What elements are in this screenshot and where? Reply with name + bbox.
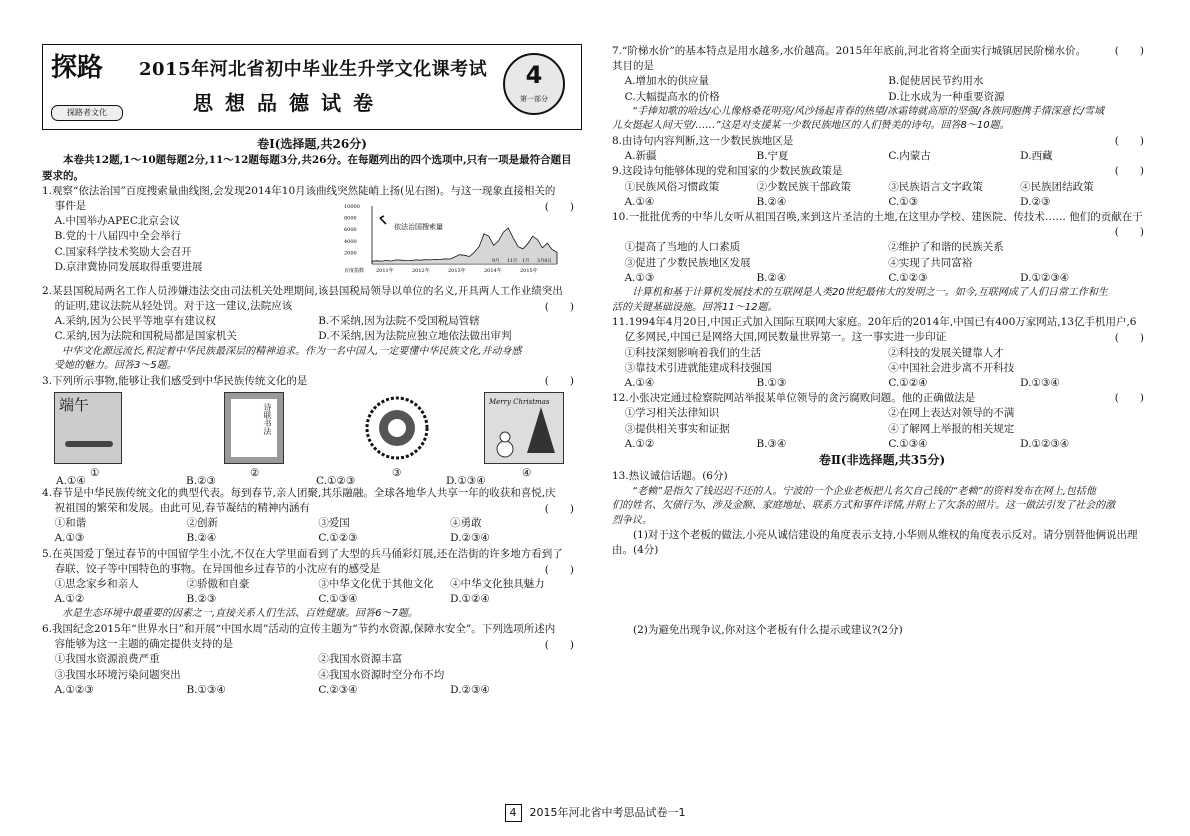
q6-option-a: A.①②③ xyxy=(54,683,94,696)
footer-page-number: 4 xyxy=(505,804,522,822)
exam-title: 2015年河北省初中毕业生升学文化课考试 xyxy=(139,59,488,80)
q3-option-d: D.①③④ xyxy=(446,474,486,487)
q6-stem: 6.我国纪念2015年“世界水日”和开展“中国水周”活动的宣传主题为“节约水资源,保障水安全”。下列选项所述内 xyxy=(42,622,556,635)
q1-option-a: A.中国举办APEC北京会议 xyxy=(54,215,180,228)
q3-stem: 3.下列所示事物,能够让我们感受到中华民族传统文化的是 xyxy=(42,374,308,387)
q11-stem-2: 亿多网民,中国已是网络大国,网民数量世界第一。这一事实进一步印证 xyxy=(624,331,947,344)
q7-option-c: C.大幅提高水的价格 xyxy=(624,90,720,103)
q10-statements-row1 xyxy=(612,240,1152,255)
part1-instructions: 本卷共12题,1～10题每题2分,11～12题每题3分,共26分。在每题列出的四个选项中,只有一项是最符合题目要求的。 xyxy=(42,154,572,182)
chart-y-ticks xyxy=(344,204,360,256)
publisher-logo xyxy=(51,51,107,121)
passage-4: 计算机和基于计算机发展技术的互联网是人类20世纪最伟大的发明之一。如今,互联网成了人们日常工作和生 xyxy=(632,287,1108,299)
chart-xtick-extra-label: 9月 xyxy=(492,258,500,264)
footer-text: 2015年河北省中考思品试卷一1 xyxy=(529,806,686,819)
q11-stem: 11.1994年4月20日,中国正式加入国际互联网大家庭。20年后的2014年,中国已有400万家网站,13亿手机用户,6 xyxy=(612,316,1137,329)
question-6 xyxy=(42,622,582,698)
q5-answer-paren: ( ) xyxy=(544,563,574,576)
q13-subquestion-1: (1)对于这个老板的做法,小亮从诚信建设的角度表示支持,小华则从维权的角度表示反对。请分别替他俩说出理 xyxy=(633,529,1138,542)
q7-answer-paren: ( ) xyxy=(1114,45,1144,57)
chart-ytick-label: 4000 xyxy=(344,238,357,245)
question-3 xyxy=(42,374,582,486)
chart-ytick-label: 6000 xyxy=(344,227,357,234)
q8-answer-paren: ( ) xyxy=(1114,134,1144,147)
q6-option-d: D.②③④ xyxy=(450,683,490,696)
q9-options xyxy=(612,195,1152,210)
q8-option-d: D.西藏 xyxy=(1020,150,1053,163)
q5-statement-4: ④中华文化独具魅力 xyxy=(450,578,545,591)
chart-xtick-label: 2015年 xyxy=(520,267,538,274)
chart-xtick-label: 2014年 xyxy=(484,267,502,274)
q2-option-a: A.采纳,因为公民平等地享有建议权 xyxy=(54,315,216,328)
q7-option-b: B.促使居民节约用水 xyxy=(888,75,984,88)
chart-legend xyxy=(380,216,443,231)
passage-4-cont: 活的关键基础设施。回答11～12题。 xyxy=(612,301,778,313)
chart-xtick-extra-label: 11月 xyxy=(507,258,518,264)
q10-stem: 10.一批批优秀的中华儿女听从祖国召唤,来到这片圣洁的土地,在这里办学校、建医院、传技术…… 他们的贡献在于 xyxy=(612,210,1143,223)
q4-statement-3: ③爱国 xyxy=(318,517,350,530)
left-column xyxy=(42,136,582,698)
q1-stem: 1.观察“依法治国”百度搜索量曲线图,会发现2014年10月该曲线突然陡峭上扬(见右图)。与这一现象直接相关的 xyxy=(42,184,556,197)
q6-option-c: C.②③④ xyxy=(318,683,358,696)
image-label-4: ④ xyxy=(522,466,532,479)
q9-statements xyxy=(612,180,1152,195)
q11-option-c: C.①②④ xyxy=(888,376,928,389)
q9-statement-1: ①民族风俗习惯政策 xyxy=(624,180,720,193)
q7-option-a: A.增加水的供应量 xyxy=(624,75,710,88)
q9-option-d: D.②③ xyxy=(1020,195,1051,208)
search-volume-chart xyxy=(342,200,562,276)
q7-options-row2 xyxy=(612,90,1152,105)
q12-statements-row2 xyxy=(612,422,1152,437)
q11-option-a: A.①④ xyxy=(624,376,655,389)
q3-option-b: B.②③ xyxy=(186,474,216,487)
chart-xtick-label: 2013年 xyxy=(448,267,466,274)
image-papercut xyxy=(364,392,430,464)
q12-statement-4: ④了解网上举报的相关规定 xyxy=(888,422,1015,435)
q11-statement-3: ③靠技术引进就能建成科技强国 xyxy=(624,361,772,374)
chart-ytick-label: 10000 xyxy=(344,203,360,210)
q6-statement-4: ④我国水资源时空分布不均 xyxy=(318,668,445,681)
q5-statement-1: ①思念家乡和亲人 xyxy=(54,578,139,591)
q12-statement-1: ①学习相关法律知识 xyxy=(624,407,720,420)
q9-stem: 9.这段诗句能够体现的党和国家的少数民族政策是 xyxy=(612,165,843,178)
q11-statement-2: ②科技的发展关键靠人才 xyxy=(888,346,1004,359)
badge-number: 4 xyxy=(525,61,543,89)
q2-option-c: C.采纳,因为法院和国税局都是国家机关 xyxy=(54,330,237,343)
image-label-3: ③ xyxy=(392,466,402,479)
chart-xtick-extra-label: 3月8日 xyxy=(537,258,552,264)
q6-option-b: B.①③④ xyxy=(186,683,226,696)
q5-option-d: D.①②④ xyxy=(450,593,490,606)
q9-option-b: B.②④ xyxy=(756,195,787,208)
q10-answer-paren: ( ) xyxy=(1114,226,1144,239)
q4-statements xyxy=(42,516,582,531)
q2-stem-2: 的证明,建议法院从轻处罚。对于这一建议,法院应该 xyxy=(54,300,293,313)
q13-subquestion-1-cont: 由。(4分) xyxy=(612,544,659,557)
q5-option-c: C.①③④ xyxy=(318,593,358,606)
exam-header xyxy=(42,44,582,130)
q1-answer-paren: ( ) xyxy=(544,200,574,213)
image-4-text: Merry Christmas xyxy=(489,397,550,406)
image-dragon-boat xyxy=(54,392,122,464)
q2-option-d: D.不采纳,因为法院应独立地依法做出审判 xyxy=(318,330,512,343)
q5-statement-3: ③中华文化优于其他文化 xyxy=(318,578,434,591)
q12-options xyxy=(612,437,1152,452)
badge-label: 第一部分 xyxy=(520,95,548,103)
q7-options-row1 xyxy=(612,74,1152,89)
q12-option-d: D.①②③④ xyxy=(1020,437,1070,450)
q12-option-b: B.③④ xyxy=(756,437,787,450)
q10-options xyxy=(612,271,1152,286)
logo-mark: 探路 xyxy=(51,53,104,83)
q9-option-a: A.①④ xyxy=(624,195,655,208)
image-christmas xyxy=(484,392,564,464)
q4-option-b: B.②④ xyxy=(186,532,217,545)
q4-statement-2: ②创新 xyxy=(186,517,218,530)
q11-statements-row2 xyxy=(612,361,1152,376)
question-5 xyxy=(42,547,582,608)
chart-xtick-extra-label: 1月 xyxy=(522,258,530,264)
q10-statement-2: ②维护了和谐的民族关系 xyxy=(888,241,1004,254)
image-label-1: ① xyxy=(90,466,100,479)
question-13 xyxy=(612,469,1152,637)
q11-options xyxy=(612,376,1152,391)
q3-option-c: C.①②③ xyxy=(316,474,356,487)
q10-option-a: A.①③ xyxy=(624,271,655,284)
passage-3: “手捧知歌的哈达/心儿像格桑花明亮/风沙扬起青春的热望/冰霜铸就高原的坚强/各族同胞携手情深意长/雪域 xyxy=(632,105,1105,117)
q8-option-a: A.新疆 xyxy=(624,150,657,163)
q12-answer-paren: ( ) xyxy=(1114,392,1144,405)
q10-statement-4: ④实现了共同富裕 xyxy=(888,256,973,269)
q6-statement-3: ③我国水环境污染问题突出 xyxy=(54,668,181,681)
question-7 xyxy=(612,44,1152,105)
page-footer xyxy=(0,804,1190,822)
chart-ylabel: 百度指数 xyxy=(344,267,365,274)
chart-xtick-label: 2012年 xyxy=(412,267,430,274)
image-couplet xyxy=(224,392,284,464)
question-12 xyxy=(612,391,1152,452)
q10-statements-row2 xyxy=(612,256,1152,271)
q4-option-c: C.①②③ xyxy=(318,532,358,545)
q1-stem-2: 事件是 xyxy=(54,200,87,213)
q12-statements-row1 xyxy=(612,406,1152,421)
q10-option-c: C.①②③ xyxy=(888,271,928,284)
q12-option-c: C.①③④ xyxy=(888,437,928,450)
q12-statement-3: ③提供相关事实和证据 xyxy=(624,422,730,435)
q2-options-row1 xyxy=(42,314,582,329)
volume-badge xyxy=(503,53,565,115)
q9-answer-paren: ( ) xyxy=(1114,165,1144,178)
q4-option-d: D.②③④ xyxy=(450,532,490,545)
chart-ytick-label: 8000 xyxy=(344,215,357,222)
q11-statements-row1 xyxy=(612,346,1152,361)
q6-statements-row2 xyxy=(42,668,582,683)
part2-title: 卷Ⅱ(非选择题,共35分) xyxy=(818,453,946,468)
question-4 xyxy=(42,486,582,547)
passage-2: 水是生态环境中最重要的因素之一,直接关系人们生活、百姓健康。回答6～7题。 xyxy=(62,608,418,620)
q5-option-b: B.②③ xyxy=(186,593,217,606)
q6-answer-paren: ( ) xyxy=(544,638,574,651)
passage-1: 中华文化源远流长,积淀着中华民族最深层的精神追求。作为一名中国人,一定要懂中华民族文化,并动身感 xyxy=(62,345,522,357)
question-2 xyxy=(42,284,582,345)
q3-option-a: A.①④ xyxy=(56,474,86,487)
q11-answer-paren: ( ) xyxy=(1114,332,1144,345)
exam-subtitle: 思想品德试卷 xyxy=(193,91,385,115)
image-1-calligraphy: 端午 xyxy=(59,395,90,414)
question-1 xyxy=(42,184,582,284)
q12-stem: 12.小张决定通过检察院网站举报某单位领导的贪污腐败问题。他的正确做法是 xyxy=(612,392,976,405)
passage-1-cont: 受她的魅力。回答3～5题。 xyxy=(54,360,177,372)
q10-statement-1: ①提高了当地的人口素质 xyxy=(624,241,741,254)
q2-option-b: B.不采纳,因为法院不受国税局管辖 xyxy=(318,315,480,328)
q9-statement-2: ②少数民族干部政策 xyxy=(756,180,851,193)
q10-statement-3: ③促进了少数民族地区发展 xyxy=(624,256,751,269)
q2-stem: 2.某县国税局两名工作人员涉嫌违法交由司法机关处理期间,该县国税局领导以单位的名义,开具两人工作业绩突出 xyxy=(42,284,563,297)
q5-stem: 5.在英国爱丁堡过春节的中国留学生小沈,不仅在大学里面看到了大型的兵马俑彩灯展,还在浩街的许多地方看到了 xyxy=(42,547,563,560)
q1-option-b: B.党的十八届四中全会举行 xyxy=(54,230,182,243)
q11-statement-1: ①科技深刻影响着我们的生活 xyxy=(624,346,762,359)
q5-statement-2: ②骄傲和自豪 xyxy=(186,578,250,591)
q11-statement-4: ④中国社会进步离不开科技 xyxy=(888,361,1015,374)
question-10 xyxy=(612,210,1152,286)
q13-passage-3: 烈争议。 xyxy=(612,514,652,526)
q6-statement-1: ①我国水资源浪费严重 xyxy=(54,653,160,666)
q1-option-d: D.京津冀协同发展取得重要进展 xyxy=(54,260,203,273)
q3-answer-paren: ( ) xyxy=(544,374,574,387)
q4-stem-2: 祝祖国的繁荣和发展。由此可见,春节凝结的精神内涵有 xyxy=(54,501,310,514)
q13-passage-2: 们的姓名、欠债行为、涉及金额、家庭地址、联系方式和事件详情,并附上了欠条的照片。这一做法引发了社会的激 xyxy=(612,500,1116,512)
q9-option-c: C.①③ xyxy=(888,195,919,208)
image-2-text: 诗联书法 xyxy=(231,399,277,457)
question-9 xyxy=(612,164,1152,210)
q10-option-b: B.②④ xyxy=(756,271,787,284)
q6-options xyxy=(42,683,582,698)
q10-option-d: D.①②③④ xyxy=(1020,271,1070,284)
q4-answer-paren: ( ) xyxy=(544,502,574,515)
q5-option-a: A.①② xyxy=(54,593,85,606)
q8-options xyxy=(612,149,1152,164)
q6-statements-row1 xyxy=(42,652,582,667)
q13-passage: “老赖”是指欠了钱迟迟不还的人。宁波的一个企业老板把儿名欠自己钱的“老赖”的资料发布在网上,包括他 xyxy=(632,485,1096,497)
q11-option-d: D.①③④ xyxy=(1020,376,1060,389)
q4-stem: 4.春节是中华民族传统文化的典型代表。每到春节,亲人团聚,其乐融融。全球各地华人共享一年的收获和喜悦,庆 xyxy=(42,486,556,499)
q13-subquestion-2: (2)为避免出现争议,你对这个老板有什么提示或建议?(2分) xyxy=(633,623,903,636)
q4-options xyxy=(42,531,582,546)
q1-option-c: C.国家科学技术奖励大会召开 xyxy=(54,245,192,258)
q8-stem: 8.由诗句内容判断,这一少数民族地区是 xyxy=(612,134,794,147)
q5-statements xyxy=(42,577,582,592)
q4-statement-4: ④勇敢 xyxy=(450,517,482,530)
q8-option-b: B.宁夏 xyxy=(756,150,789,163)
passage-3-cont: 儿女挺起人间天堂/……”这是对支援某一少数民族地区的人们赞美的诗句。回答8～10题。 xyxy=(612,120,1010,132)
question-11 xyxy=(612,315,1152,391)
q7-stem: 7.“阶梯水价”的基本特点是用水越多,水价越高。2015年年底前,河北省将全面实行城镇居民阶梯水价。其目的是 xyxy=(612,45,1087,73)
q12-statement-2: ②在网上表达对领导的不满 xyxy=(888,407,1015,420)
q8-option-c: C.内蒙古 xyxy=(888,150,931,163)
q2-answer-paren: ( ) xyxy=(544,300,574,313)
q2-options-row2 xyxy=(42,329,582,344)
part1-title: 卷Ⅰ(选择题,共26分) xyxy=(257,137,367,151)
q13-answer-space-1[interactable] xyxy=(612,559,1152,623)
q5-options xyxy=(42,592,582,607)
q6-stem-2: 容能够为这一主题的确定提供支持的是 xyxy=(54,638,234,651)
q7-option-d: D.让水成为一种重要资源 xyxy=(888,90,1005,103)
q13-stem: 13.热议诚信话题。(6分) xyxy=(612,470,728,483)
chart-legend-label: 依法治国搜索量 xyxy=(394,222,443,231)
q4-option-a: A.①③ xyxy=(54,532,85,545)
q11-option-b: B.①③ xyxy=(756,376,787,389)
q4-statement-1: ①和谐 xyxy=(54,517,87,530)
q9-statement-4: ④民族团结政策 xyxy=(1020,180,1094,193)
question-8 xyxy=(612,134,1152,164)
image-label-2: ② xyxy=(250,466,260,479)
q5-stem-2: 春联、饺子等中国特色的事物。在异国他乡过春节的小沈应有的感受是 xyxy=(54,562,381,575)
chart-xtick-label: 2011年 xyxy=(376,267,394,274)
q6-statement-2: ②我国水资源丰富 xyxy=(318,653,403,666)
q12-option-a: A.①② xyxy=(624,437,655,450)
q9-statement-3: ③民族语言文字政策 xyxy=(888,180,983,193)
chart-ytick-label: 2000 xyxy=(344,250,357,257)
right-column xyxy=(612,44,1152,638)
logo-brand: 探路者文化 xyxy=(51,105,123,121)
